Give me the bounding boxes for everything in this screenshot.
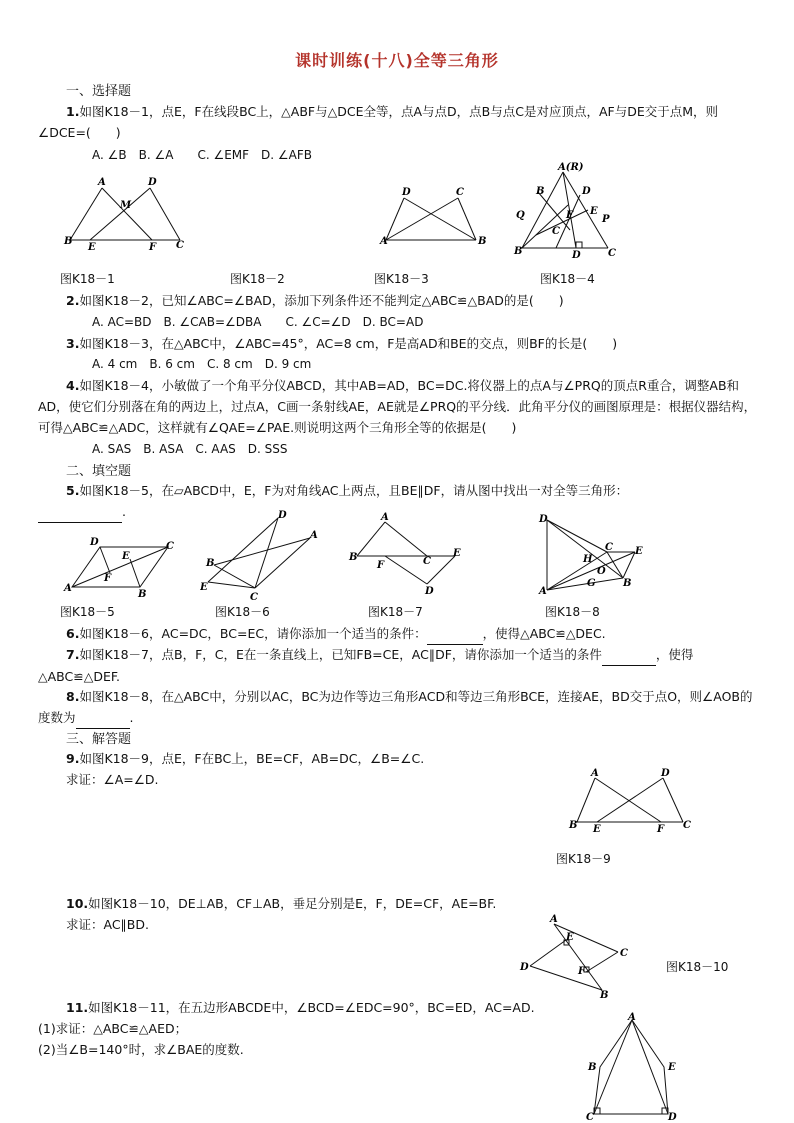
figure-caption: 图K18－2 (230, 272, 285, 286)
svg-text:D: D (582, 186, 591, 197)
figure-caption: 图K18－4 (540, 272, 595, 286)
svg-text:D: D (425, 586, 434, 597)
svg-text:B: B (206, 558, 215, 569)
question-number: 3. (66, 336, 80, 351)
question-number: 4. (66, 378, 80, 393)
svg-text:B: B (569, 820, 578, 831)
question-7 (38, 644, 758, 687)
svg-text:B: B (600, 990, 609, 1000)
question-3-options: A. 4 cm B. 6 cm C. 8 cm D. 9 cm (92, 357, 312, 371)
question-number: 8. (66, 689, 80, 704)
svg-text:B: B (64, 236, 73, 247)
svg-text:C: C (166, 541, 174, 552)
svg-text:D: D (278, 510, 287, 521)
svg-text:E: E (200, 582, 208, 593)
answer-blank[interactable] (427, 623, 483, 645)
figure-k18-9 (565, 766, 695, 836)
svg-text:F: F (657, 824, 665, 835)
svg-text:C: C (608, 248, 616, 259)
figure-caption: 图K18－10 (666, 960, 729, 974)
question-number: 7. (66, 647, 80, 662)
svg-text:D: D (572, 250, 581, 260)
svg-text:C: C (176, 240, 184, 251)
svg-text:A: A (381, 512, 389, 523)
question-number: 9. (66, 751, 80, 766)
question-number: 10. (66, 896, 89, 911)
question-9-prove: 求证：∠A=∠D. (66, 772, 159, 787)
figure-caption: 图K18－7 (368, 605, 423, 619)
svg-text:B: B (138, 589, 147, 600)
svg-text:B: B (536, 186, 545, 197)
svg-text:D: D (402, 187, 411, 198)
svg-text:F: F (104, 573, 112, 584)
section-solve: 三、解答题 (66, 732, 132, 747)
svg-text:A: A (591, 768, 599, 779)
question-text: 如图K18－1，点E，F在线段BC上，△ABF与△DCE全等，点A与点D，点B与点C是对应顶点，AF与DE交于点M，则∠DCE=( ) (38, 104, 719, 140)
question-11-part-2: (2)当∠B=140°时，求∠BAE的度数. (38, 1042, 244, 1057)
question-number: 11. (66, 1000, 89, 1015)
svg-text:C: C (423, 556, 431, 567)
question-10-prove: 求证：AC∥BD. (66, 917, 149, 932)
svg-text:C: C (456, 187, 464, 198)
svg-text:M: M (120, 200, 132, 211)
svg-text:C: C (605, 542, 613, 553)
question-number: 5. (66, 483, 80, 498)
svg-text:B: B (623, 578, 632, 589)
svg-text:A: A (550, 914, 558, 925)
svg-text:A: A (539, 586, 547, 597)
figure-caption: 图K18－5 (60, 605, 115, 619)
question-2-options: A. AC=BD B. ∠CAB=∠DBA C. ∠C=∠D D. BC=AD (92, 315, 424, 329)
figure-k18-6 (200, 510, 325, 600)
svg-text:F: F (566, 210, 574, 221)
svg-text:E: E (668, 1062, 676, 1073)
svg-text:E: E (590, 206, 598, 217)
figure-k18-2 (378, 184, 493, 254)
answer-blank[interactable] (602, 644, 656, 666)
figure-k18-4 (508, 160, 628, 260)
svg-text:D: D (661, 768, 670, 779)
question-text: 如图K18－4，小敏做了一个角平分仪ABCD，其中AB=AD，BC=DC.将仪器上的点A与∠PRQ的顶点R重合，调整AB和AD，使它们分别落在角的两边上，过点A，C画一条射线AE，AE就是∠PRQ的平分线．此角平分仪的画图原理是：根据仪器结构，可得△ABC≌△ADC，这样就有∠QAE=∠PAE.则说明这两个三角形全等的依据是( ) (38, 378, 757, 435)
answer-blank[interactable] (38, 501, 122, 523)
svg-text:B: B (349, 552, 358, 563)
figure-k18-8 (535, 510, 655, 600)
svg-text:E: E (593, 824, 601, 835)
figure-k18-10 (514, 912, 639, 1000)
question-text: 如图K18－7，点B，F，C，E在一条直线上，已知FB=CE，AC∥DF，请你添加一个适当的条件 (79, 647, 602, 662)
svg-text:E: E (122, 551, 130, 562)
figure-k18-5 (60, 535, 180, 600)
question-number: 6. (66, 626, 80, 641)
question-number: 2. (66, 293, 80, 308)
svg-text:G: G (587, 578, 596, 589)
question-text: 如图K18－8，在△ABC中，分别以AC，BC为边作等边三角形ACD和等边三角形BCE，连接AE，BD交于点O，则∠AOB的度数为 (38, 689, 753, 725)
question-text: 如图K18－2，已知∠ABC=∠BAD，添加下列条件还不能判定△ABC≌△BAD的是( ) (79, 293, 564, 308)
question-text: 如图K18－11，在五边形ABCDE中，∠BCD=∠EDC=90°，BC=ED，AC=AD. (88, 1000, 535, 1015)
svg-text:E: E (635, 546, 643, 557)
svg-text:E: E (88, 242, 96, 253)
figure-caption: 图K18－1 (60, 272, 115, 286)
svg-text:B: B (588, 1062, 597, 1073)
question-1 (38, 101, 758, 143)
question-3 (38, 333, 758, 354)
svg-text:P: P (602, 214, 610, 225)
svg-text:D: D (148, 177, 157, 188)
section-choice: 一、选择题 (66, 84, 132, 99)
question-4-options: A. SAS B. ASA C. AAS D. SSS (92, 442, 288, 456)
svg-text:A: A (310, 530, 318, 541)
svg-text:A: A (64, 583, 72, 594)
svg-text:F: F (578, 966, 586, 977)
svg-text:A: A (98, 177, 106, 188)
question-text: . (129, 710, 134, 725)
svg-text:C: C (620, 948, 628, 959)
question-1-options: A. ∠B B. ∠A C. ∠EMF D. ∠AFB (92, 148, 313, 162)
svg-text:C: C (683, 820, 691, 831)
svg-text:Q: Q (516, 210, 525, 221)
svg-text:D: D (90, 537, 99, 548)
svg-text:H: H (583, 554, 593, 565)
svg-text:C: C (250, 592, 258, 600)
svg-text:B: B (514, 246, 523, 257)
question-11-part-1: (1)求证：△ABC≌△AED； (38, 1021, 188, 1036)
question-2 (38, 290, 758, 311)
question-6 (38, 623, 758, 645)
figure-k18-7 (345, 510, 465, 600)
figure-caption: 图K18－6 (215, 605, 270, 619)
question-text: 如图K18－3，在△ABC中，∠ABC=45°，AC=8 cm，F是高AD和BE的交点，则BF的长是( ) (79, 336, 618, 351)
svg-text:F: F (149, 242, 157, 253)
figure-caption: 图K18－8 (545, 605, 600, 619)
svg-text:E: E (453, 548, 461, 559)
figure-k18-1 (60, 168, 200, 258)
page-title: 课时训练(十八)全等三角形 (295, 51, 499, 70)
question-number: 1. (66, 104, 80, 119)
svg-text:E: E (566, 932, 574, 943)
answer-blank[interactable] (76, 707, 130, 729)
svg-text:B: B (478, 236, 487, 247)
svg-text:C: C (552, 226, 560, 237)
section-fill: 二、填空题 (66, 464, 132, 479)
question-text: 如图K18－10，DE⊥AB，CF⊥AB，垂足分别是E，F，DE=CF，AE=BF. (88, 896, 497, 911)
svg-text:A(R): A(R) (558, 162, 584, 173)
figure-caption: 图K18－3 (374, 272, 429, 286)
question-text: 如图K18－6，AC=DC，BC=EC，请你添加一个适当的条件： (79, 626, 427, 641)
question-text: ，使得△ABC≌△DEC. (482, 626, 606, 641)
question-8 (38, 686, 758, 729)
svg-text:D: D (539, 514, 548, 525)
svg-text:O: O (597, 566, 606, 577)
figure-caption: 图K18－9 (556, 852, 611, 866)
question-4 (38, 375, 758, 438)
question-text: 如图K18－5，在▱ABCD中，E，F为对角线AC上两点，且BE∥DF，请从图中找出一对全等三角形： (79, 483, 629, 498)
figure-k18-11 (580, 1012, 690, 1122)
svg-text:C: C (586, 1112, 594, 1122)
svg-text:A: A (628, 1012, 636, 1023)
question-text: ，使得△ABC≌△DEF. (38, 647, 694, 684)
svg-text:D: D (520, 962, 529, 973)
svg-text:F: F (377, 560, 385, 571)
svg-text:A: A (380, 236, 388, 247)
svg-text:D: D (668, 1112, 677, 1122)
question-10 (38, 893, 758, 914)
question-text: 如图K18－9，点E，F在BC上，BE=CF，AB=DC，∠B=∠C. (79, 751, 425, 766)
punctuation: . (122, 504, 126, 519)
